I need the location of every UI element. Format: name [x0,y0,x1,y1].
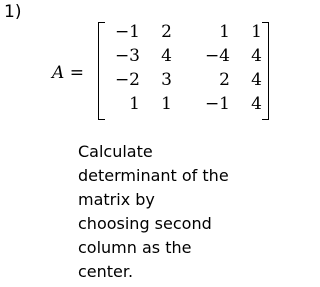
matrix-cell: 3 [161,70,172,90]
matrix-label [52,63,84,83]
matrix-cell: 4 [161,46,172,66]
matrix-cell: −4 [204,46,230,66]
matrix-cell: −1 [204,94,230,114]
matrix-cell: 1 [219,22,230,42]
question-line: matrix by [78,190,155,209]
matrix-cell: 4 [251,46,262,66]
matrix-row-4 [106,92,264,116]
matrix-row-2 [106,44,264,68]
matrix-grid [106,20,264,116]
matrix-cell: −3 [114,46,140,66]
question-line: column as the [78,238,192,257]
equals-sign: = [69,63,84,83]
matrix-name: A [52,63,65,83]
matrix-cell: 2 [161,22,172,42]
matrix-cell: −2 [114,70,140,90]
matrix-cell: 2 [219,70,230,90]
matrix-cell: 1 [129,94,140,114]
problem-number: 1) [4,2,22,22]
question-line: center. [78,262,134,281]
matrix-row-1 [106,20,264,44]
matrix-cell: 4 [251,94,262,114]
matrix-row-3 [106,68,264,92]
question-line: choosing second [78,214,212,233]
matrix-cell: 1 [161,94,172,114]
question-line: determinant of the [78,166,229,185]
matrix-cell: 1 [251,22,262,42]
question-line: Calculate [78,142,153,161]
question-text [78,140,278,284]
matrix-cell: −1 [114,22,140,42]
matrix-left-bracket [98,22,105,120]
matrix-cell: 4 [251,70,262,90]
